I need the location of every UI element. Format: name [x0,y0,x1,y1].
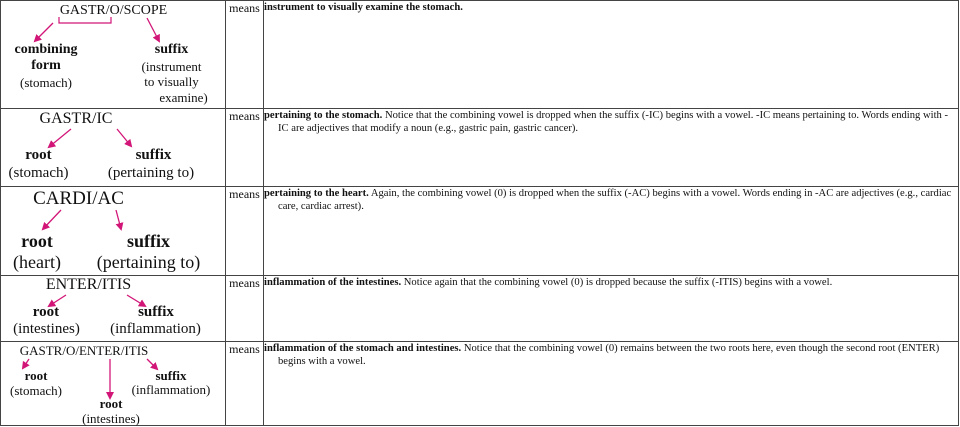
term-diagram [1,187,226,276]
left-meaning: (stomach) [20,75,72,90]
definition-bold: instrument to visually examine the stomach. [264,2,463,13]
combining-form-label-2: form [31,58,61,73]
means-cell: means [226,109,264,187]
right-meaning-2: to visually [144,74,199,89]
means-cell: means [226,187,264,276]
left-meaning: (heart) [13,252,61,272]
mid-meaning: (intestines) [82,411,140,426]
definition-bold: inflammation of the intestines. [264,277,402,288]
term: ENTER/ITIS [45,276,132,293]
left-meaning: (stomach) [10,383,62,398]
term-diagram [1,1,226,109]
term: CARDI/AC [33,188,124,209]
right-meaning: (pertaining to) [96,252,201,272]
means-cell: means [226,1,264,109]
term: GASTR/IC [39,110,113,127]
definition-bold: inflammation of the stomach and intestines. [264,343,462,354]
term: GASTR/O/ENTER/ITIS [19,343,149,358]
root-label: root [32,304,60,320]
table-row [1,342,959,426]
means-cell: means [226,342,264,426]
means-cell: means [226,276,264,342]
second-root-label: root [99,396,123,411]
term-diagram [1,109,226,187]
definition-rest: Again, the combining vowel (0) is dropped when the suffix (-AC) begins with a vowel. Words ending in -AC are adjectives (e.g., cardiac care, cardiac arrest). [278,188,952,212]
root-label: root [24,368,48,383]
definition-bold: pertaining to the heart. [264,188,369,199]
left-meaning: (stomach) [8,165,69,181]
term: GASTR/O/SCOPE [59,3,168,18]
suffix-label: suffix [138,304,174,320]
term-diagram [1,276,226,342]
right-meaning: (pertaining to) [107,165,195,181]
table-row [1,187,959,276]
right-meaning-1: (instrument [141,59,202,74]
suffix-label: suffix [155,368,187,383]
suffix-label: suffix [135,147,172,163]
right-meaning: (inflammation) [110,321,201,337]
definition [264,109,959,187]
definition-bold: pertaining to the stomach. [264,110,383,121]
suffix-label: suffix [154,42,189,57]
definition-rest: Notice that the combining vowel is dropped when the suffix (-IC) begins with a vowel. -IC means pertaining to. Words ending with -IC are adjectives that modify a noun (e.g., gastric pain, gastric cancer). [278,110,949,134]
definition [264,1,959,109]
suffix-label: suffix [126,231,170,251]
term-diagram [1,342,226,426]
definition [264,276,959,342]
right-meaning: (inflammation) [131,382,211,397]
definition [264,342,959,426]
definition-rest: Notice again that the combining vowel (0) is dropped because the suffix (-ITIS) begins with a vowel. [401,277,833,288]
root-label: root [25,147,52,163]
definition-rest: Notice that the combining vowel (0) remains between the two roots here, even though the second root (ENTER) begins with a vowel. [278,343,940,367]
left-meaning: (intestines) [13,321,80,337]
table-row [1,1,959,109]
root-label: root [21,231,53,251]
table-row [1,276,959,342]
combining-form-label: combining [14,42,78,57]
definition [264,187,959,276]
table-row [1,109,959,187]
right-meaning-3: examine) [159,90,208,105]
